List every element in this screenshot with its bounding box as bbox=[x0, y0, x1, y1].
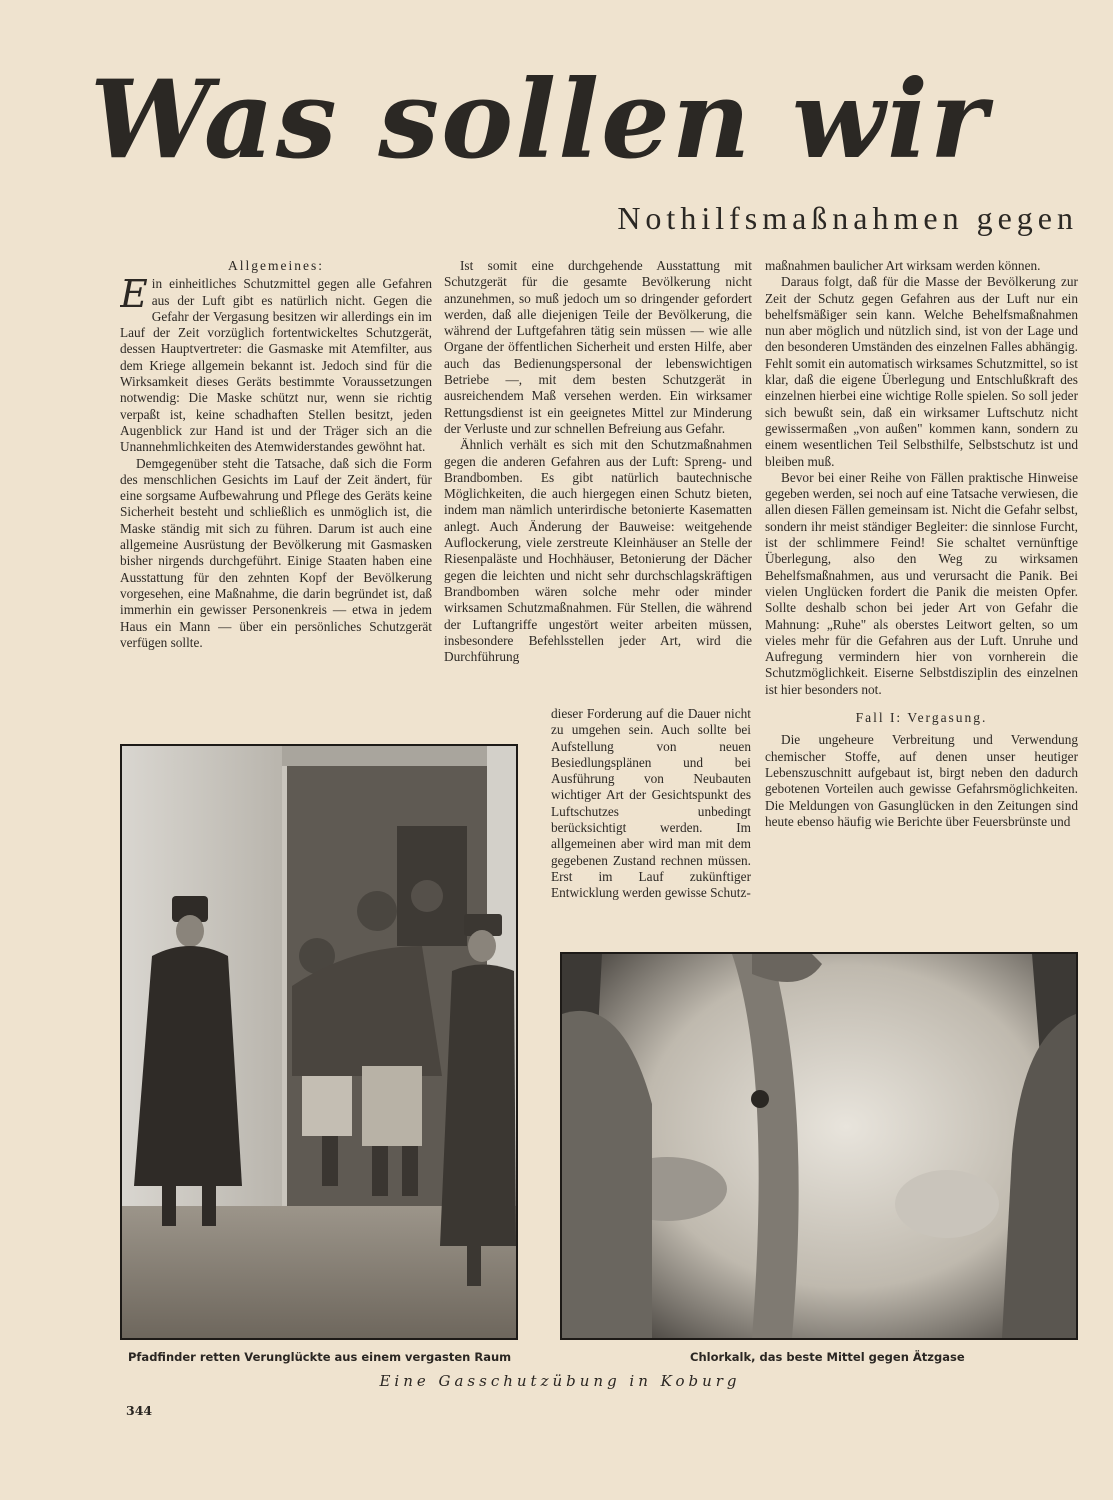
photo-subcaption: Eine Gasschutzübung in Koburg bbox=[379, 1372, 741, 1390]
article-column-3 bbox=[765, 258, 1078, 918]
paragraph: dieser Forderung auf die Dauer nicht zu umgehen sein. Auch sollte bei Aufstellung von neuen Besiedlungsplänen und bei Ausführung von Neubauten wichtiger Art der Gesichtspunkt des Luftschutzes unbedingt berücksichtigt werden. Im allgemeinen aber wird man mit dem gegebenen Zustand rechnen müssen. Erst im Lauf zukünftiger Entwicklung werden gewisse Schutz- bbox=[551, 706, 751, 901]
paragraph: Bevor bei einer Reihe von Fällen praktische Hinweise gegeben werden, sei noch auf eine Tatsache verwiesen, die allen diesen Fällen gemeinsam ist. Nicht die Gefahr selbst, sondern ihr meist ständiger Begleiter: die sinnlose Furcht, ist der schlimmere Feind! Sie schaltet vernünftige Überlegung, also den Weg zu wirksamen Behelfsmaßnahmen, aus und verursacht die Panik. Bei vielen Unglücken fordert die Panik die meisten Opfer. Sollte deshalb schon bei jeder Art von Gefahr die Mahnung: „Ruhe" als oberstes Leitwort gelten, so um vieles mehr für die Gefahren aus der Luft. Unruhe und Aufregung vermindern hier von vornherein die Schutzmöglichkeit. Eiserne Selbstdisziplin des einzelnen ist hier besonders not. bbox=[765, 469, 1078, 697]
paragraph: Die ungeheure Verbreitung und Verwendung chemischer Stoffe, auf denen unser heutiger Lebenszuschnitt aufgebaut ist, birgt neben den dadurch gebotenen Vorteilen auch gewisse Gefahrsmöglichkeiten. Die Meldungen von Gasunglücken in den Zeitungen sind heute ebenso häufig wie Berichte über Feuersbrünste und bbox=[765, 732, 1078, 829]
section-heading-general: Allgemeines: bbox=[228, 258, 324, 273]
page-number: 344 bbox=[126, 1403, 153, 1418]
paragraph: maßnahmen baulicher Art wirksam werden können. bbox=[765, 258, 1041, 273]
photo-caption-rescue: Pfadfinder retten Verunglückte aus einem vergasten Raum bbox=[128, 1350, 512, 1364]
paragraph: Demgegenüber steht die Tatsache, daß sich die Form des menschlichen Gesichts im Lauf der Zeit ändert, für eine sorgsame Aufbewahrung und Pflege des Geräts keine Sicherheit besteht und schließlich es unmöglich ist, die Maske ständig mit sich zu führen. Darum ist auch eine allgemeine Ausrüstung der Bevölkerung mit Gasmasken bisher nirgends durchgeführt. Einige Staaten haben eine Ausstattung für den zehnten Kopf der Bevölkerung vorgesehen, eine Maßnahme, die darin begründet ist, daß immerhin ein gewisser Personenkreis — etwa in jedem Haus ein Mann — über ein persönliches Schutzgerät verfügen sollte. bbox=[120, 455, 432, 650]
paragraph-text: in einheitliches Schutzmittel gegen alle Gefahren aus der Luft gibt es natürlich nicht. Gegen die Gefahr der Vergasung besitzen wir allerdings ein im Lauf der Zeit vorzüglich fortentwickeltes Schutzgerät, dessen Hauptvertreter: die Gasmaske mit Atemfilter, aus dem Kriege allgemein bekannt ist. Jedoch sind für die Wirksamkeit dieses Geräts bestimmte Voraussetzungen notwendig: Die Maske schützt nur, wenn sie richtig verpaßt ist, keine schadhaften Stellen besitzt, jeden Augenblick zur Hand ist und der Träger sich an die Unannehmlichkeiten des Atemwiderstandes gewöhnt hat. bbox=[120, 276, 432, 455]
article-column-2 bbox=[444, 258, 752, 708]
photo-chlorkalk-image bbox=[562, 954, 1076, 1338]
article-column-1 bbox=[120, 258, 432, 708]
photo-gas-rescue-image bbox=[122, 746, 516, 1338]
section-heading-case-1: Fall I: Vergasung. bbox=[855, 710, 988, 726]
photo-caption-chlorkalk: Chlorkalk, das beste Mittel gegen Ätzgase bbox=[690, 1350, 965, 1364]
page-subtitle: Nothilfsmaßnahmen gegen bbox=[617, 200, 1078, 236]
page-title: Was sollen wir bbox=[90, 60, 989, 180]
photo-chlorkalk bbox=[560, 952, 1078, 1340]
paragraph: Ist somit eine durchgehende Ausstattung mit Schutzgerät für die gesamte Bevölkerung nicht anzunehmen, so muß jedoch um so dringender gefordert werden, daß alle diejenigen Teile der Bevölkerung, die während der Luftgefahren tätig sein müssen — wie alle Organe der öffentlichen Sicherheit und ersten Hilfe, aber auch das Bedienungspersonal der lebenswichtigen Betriebe —, mit dem besten Schutzgerät in ausreichendem Maß versehen werden. Ein wirksamer Rettungsdienst ist ein geeignetes Mittel zur Minderung der Verluste und zur schnellen Befreiung aus Gefahr. bbox=[444, 258, 752, 436]
article-column-2-continued bbox=[551, 706, 751, 916]
drop-cap: E bbox=[120, 272, 148, 317]
photo-gas-rescue bbox=[120, 744, 518, 1340]
paragraph bbox=[120, 272, 432, 455]
paragraph: Ähnlich verhält es sich mit den Schutzmaßnahmen gegen die anderen Gefahren aus der Luft: Spreng- und Brandbomben. Es gibt natürlich bautechnische Möglichkeiten, die auch hiergegen einen Schutz bieten, indem man nämlich unterirdische betonierte Kasematten anlegt. Auch Änderung der Bauweise: weitgehende Auflockerung, viele zerstreute Kleinhäuser an Stelle der Riesenpaläste und Hochhäuser, Betonierung der Dächer gegen die leichten und nicht sehr durchschlagskräftigen Brandbomben wären solche mehr oder minder wirksamen Schutzmaßnahmen. Für Stellen, die während der Luftangriffe ungestört weiter arbeiten müssen, insbesondere Befehlsstellen jeder Art, wird die Durchführung bbox=[444, 437, 752, 665]
paragraph: Daraus folgt, daß für die Masse der Bevölkerung zur Zeit der Schutz gegen Gefahren aus der Luft nur ein behelfsmäßiger sein kann. Welche Behelfsmaßnahmen nun aber möglich und nützlich sind, ist von der Lage und den besonderen Umständen des einzelnen Falles abhängig. Fehlt somit ein automatisch wirksames Schutzmittel, so ist klar, daß die eigene Überlegung und Entschlußkraft des einzelnen hierbei eine wichtige Rolle spielen. So soll jeder sich bewußt sein, daß ein wirksamer Luftschutz nicht gewissermaßen „von außen" kommen kann, sondern zu einem wesentlichen Teil Selbsthilfe, Selbstschutz ist und bleiben muß. bbox=[765, 274, 1078, 469]
